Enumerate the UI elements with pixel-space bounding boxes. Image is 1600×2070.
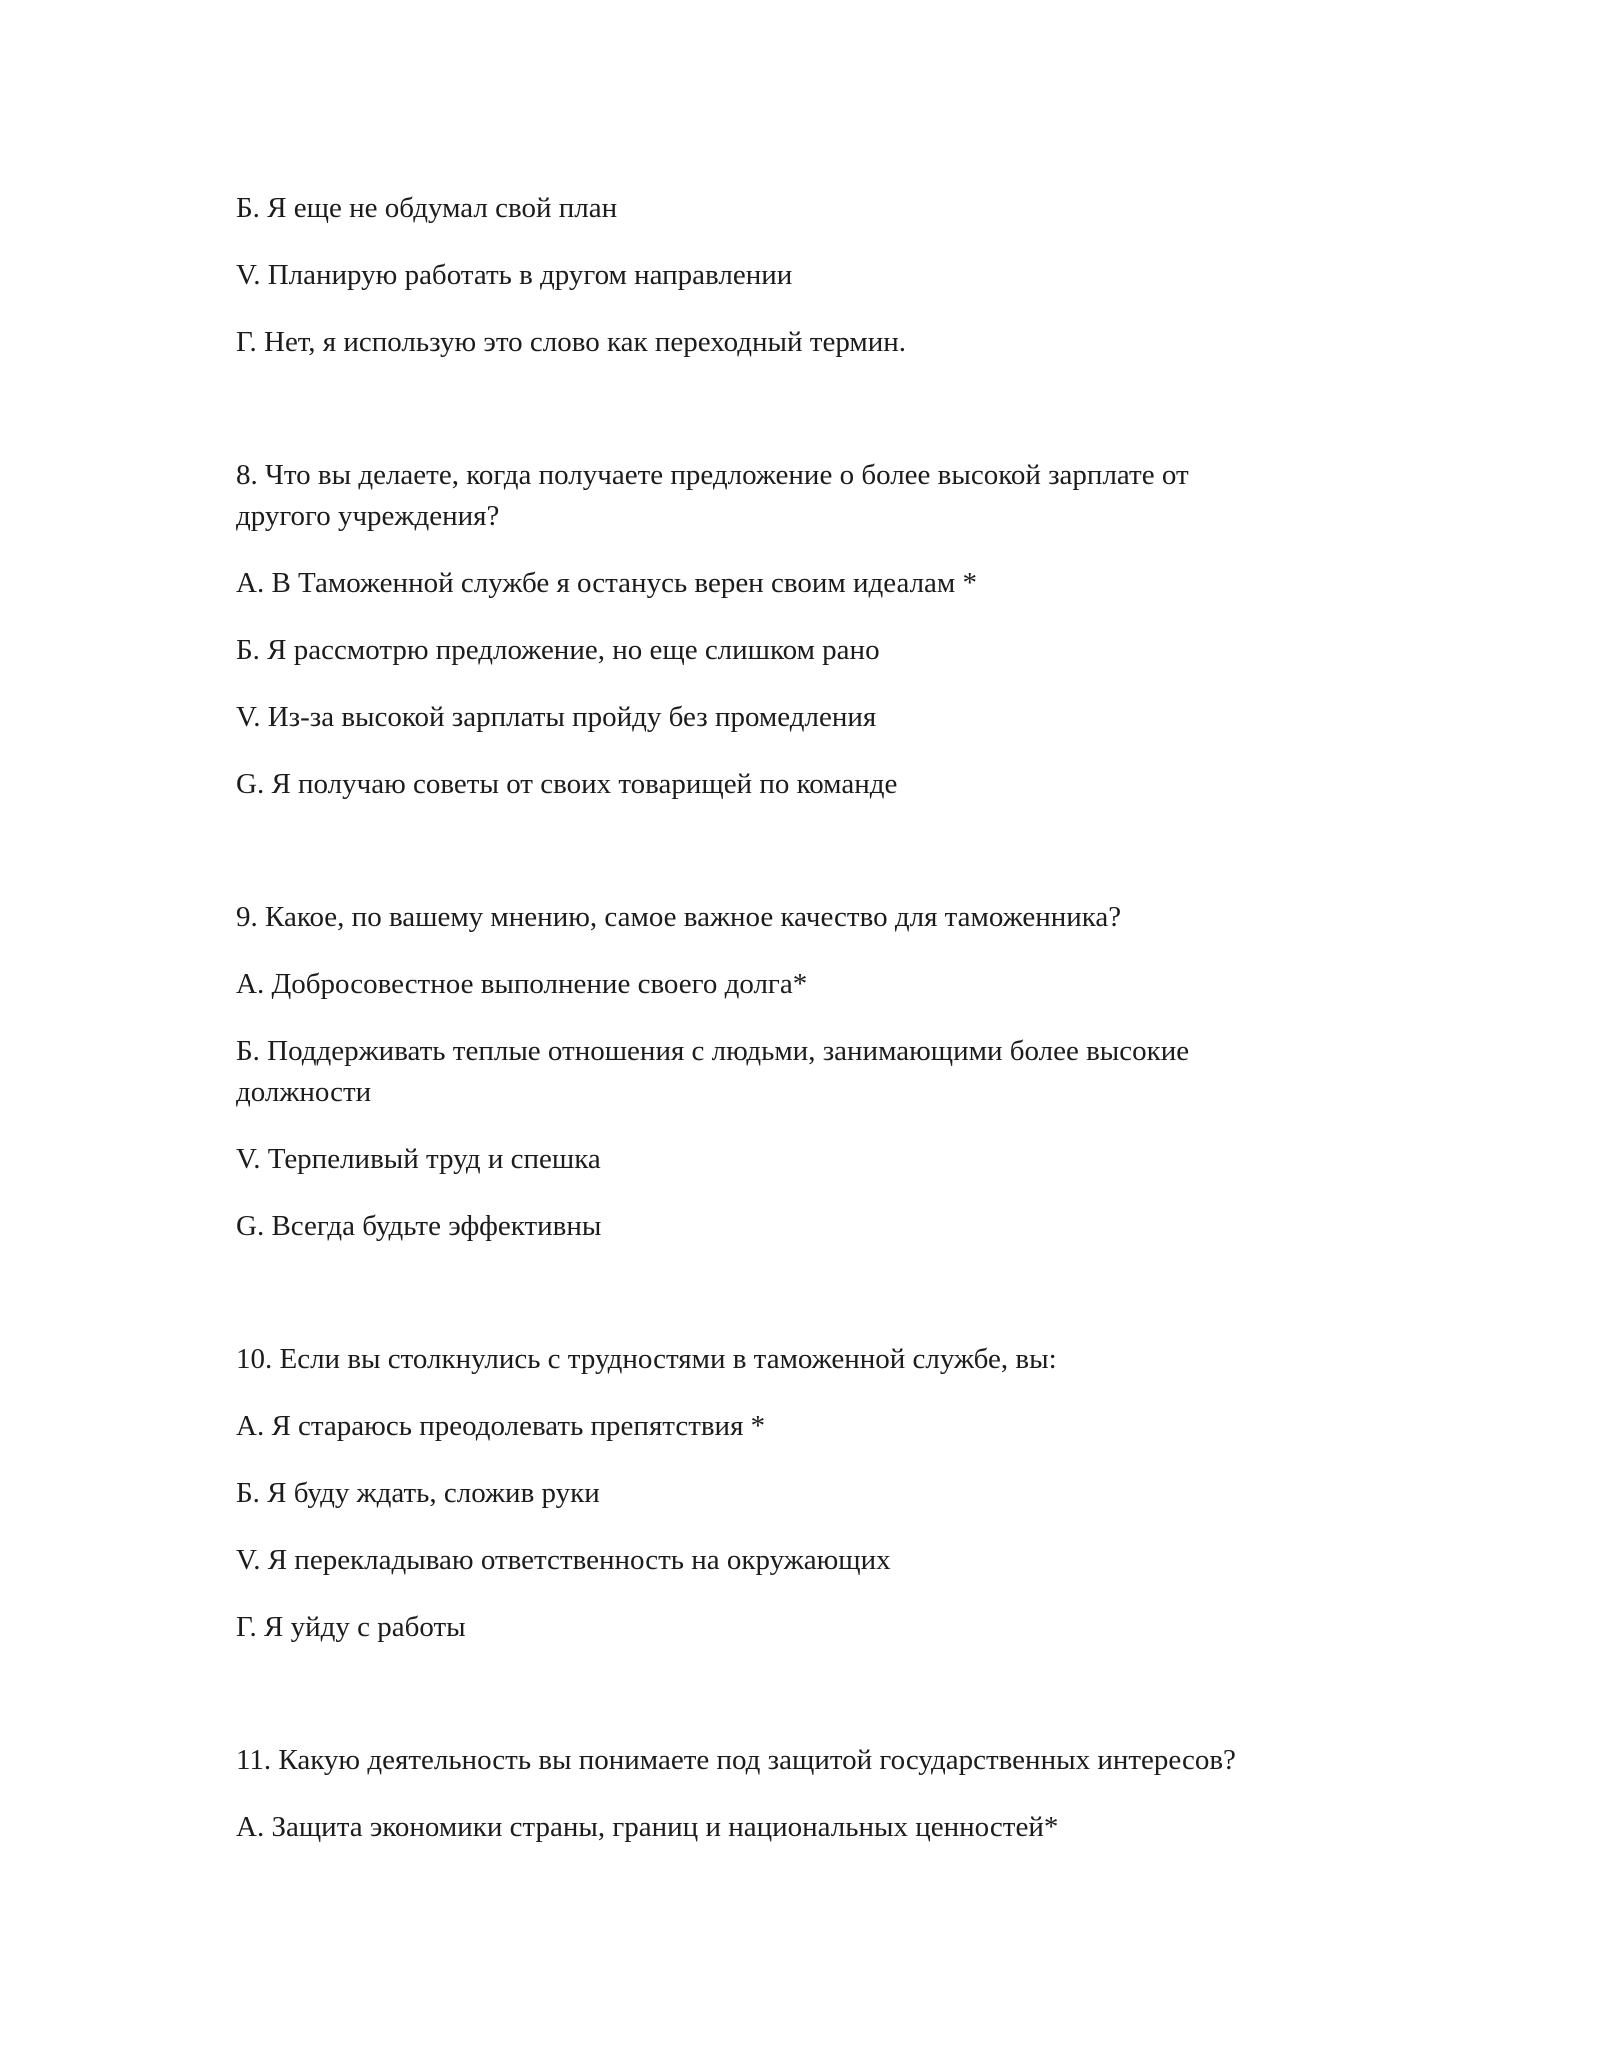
q9-question: 9. Какое, по вашему мнению, самое важное качество для таможенника?	[236, 901, 1122, 933]
q8-question-line1: 8. Что вы делаете, когда получаете предложение о более высокой зарплате от	[236, 459, 1189, 491]
q9-option-a: А. Добросовестное выполнение своего долга*	[236, 968, 808, 1000]
q11-question: 11. Какую деятельность вы понимаете под защитой государственных интересов?	[236, 1744, 1236, 1776]
q10-option-v: V. Я перекладываю ответственность на окружающих	[236, 1544, 891, 1576]
q9-option-g: G. Всегда будьте эффективны	[236, 1210, 602, 1242]
q8-option-g: G. Я получаю советы от своих товарищей по команде	[236, 768, 898, 800]
q8-option-b: Б. Я рассмотрю предложение, но еще слишком рано	[236, 634, 880, 666]
q10-question: 10. Если вы столкнулись с трудностями в таможенной службе, вы:	[236, 1343, 1057, 1375]
q8-option-v: V. Из-за высокой зарплаты пройду без промедления	[236, 701, 877, 733]
q8-option-a: А. В Таможенной службе я останусь верен своим идеалам *	[236, 567, 978, 599]
q7-option-g: Г. Нет, я использую это слово как переходный термин.	[236, 326, 907, 358]
q7-option-b: Б. Я еще не обдумал свой план	[236, 192, 618, 224]
q10-option-a: А. Я стараюсь преодолевать препятствия *	[236, 1410, 766, 1442]
q9-option-b-line1: Б. Поддерживать теплые отношения с людьми, занимающими более высокие	[236, 1035, 1190, 1067]
q7-option-v: V. Планирую работать в другом направлении	[236, 259, 793, 291]
q9-option-b-line2: должности	[236, 1076, 372, 1108]
q10-option-b: Б. Я буду ждать, сложив руки	[236, 1477, 600, 1509]
q8-question-line2: другого учреждения?	[236, 500, 500, 532]
q10-option-g: Г. Я уйду с работы	[236, 1611, 466, 1643]
q11-option-a: А. Защита экономики страны, границ и национальных ценностей*	[236, 1811, 1059, 1843]
q9-option-v: V. Терпеливый труд и спешка	[236, 1143, 601, 1175]
